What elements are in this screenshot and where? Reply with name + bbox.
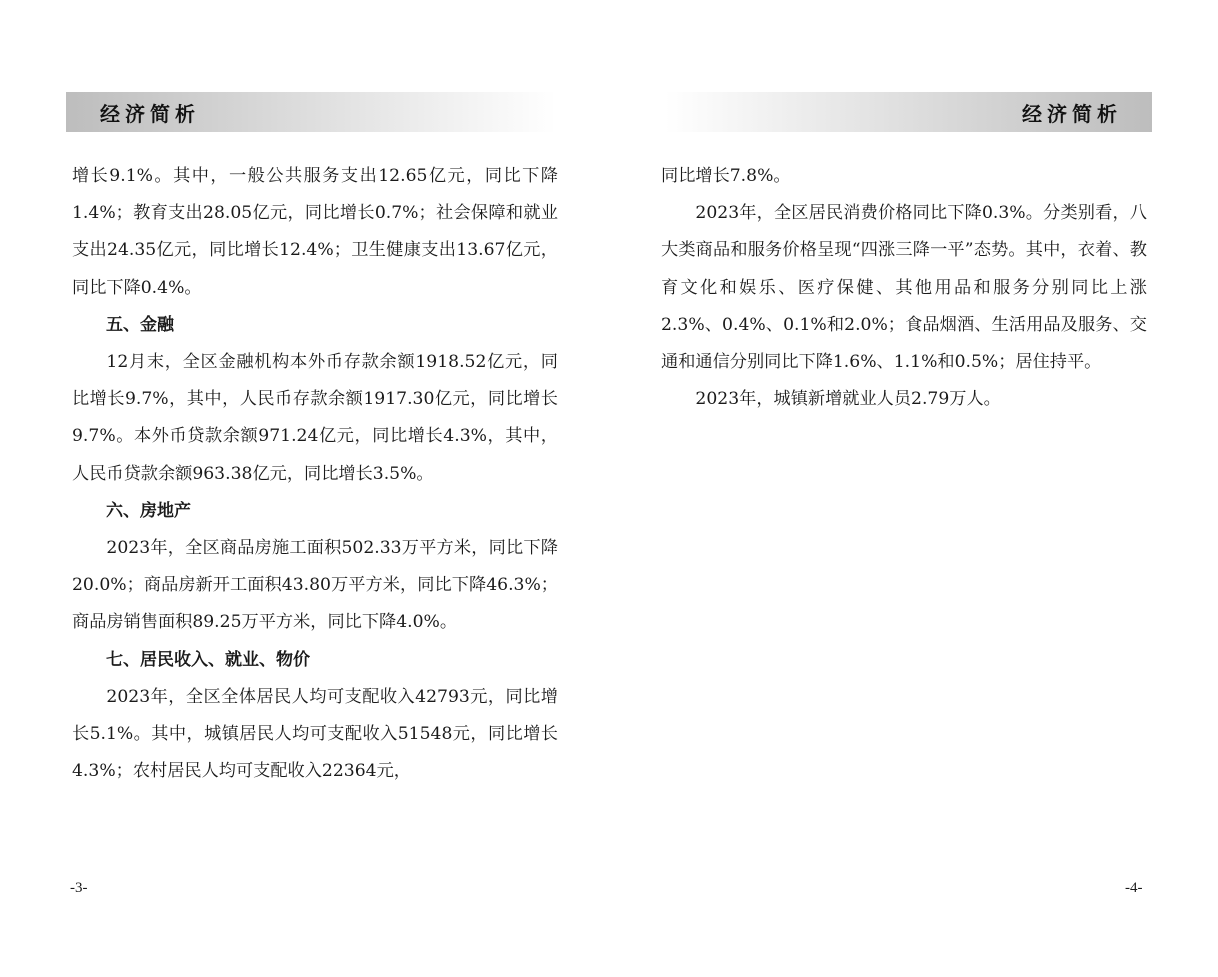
page-number: -4- xyxy=(1125,880,1143,896)
paragraph: 12月末，全区金融机构本外币存款余额1918.52亿元，同比增长9.7%，其中，人民币存款余额1917.30亿元，同比增长9.7%。本外币贷款余额971.24亿元，同比增长4.3%，其中，人民币贷款余额963.38亿元，同比增长3.5%。 xyxy=(72,352,558,484)
header-title: 经济简析 xyxy=(1022,101,1122,126)
section-heading-income: 七、居民收入、就业、物价 xyxy=(106,649,310,670)
paragraph: 2023年，全区居民消费价格同比下降0.3%。分类别看，八大类商品和服务价格呈现“四涨三降一平”态势。其中，衣着、教育文化和娱乐、医疗保健、其他用品和服务分别同比上涨2.3%、0.4%、0.1%和2.0%；食品烟酒、生活用品及服务、交通和通信分别同比下降1.6%、1.1%和0.5%；居住持平。 xyxy=(661,203,1147,373)
header-title: 经济简析 xyxy=(100,101,200,126)
section-heading-real-estate: 六、房地产 xyxy=(106,500,191,521)
paragraph: 增长9.1%。其中，一般公共服务支出12.65亿元，同比下降1.4%；教育支出28.05亿元，同比增长0.7%；社会保障和就业支出24.35亿元，同比增长12.4%；卫生健康支出13.67亿元，同比下降0.4%。 xyxy=(72,166,558,298)
page-body xyxy=(661,158,1147,418)
paragraph: 2023年，城镇新增就业人员2.79万人。 xyxy=(695,389,1001,410)
right-page xyxy=(609,0,1218,977)
paragraph: 2023年，全区全体居民人均可支配收入42793元，同比增长5.1%。其中，城镇居民人均可支配收入51548元，同比增长4.3%；农村居民人均可支配收入22364元， xyxy=(72,686,558,782)
page-number: -3- xyxy=(70,880,88,896)
header-band xyxy=(665,92,1152,132)
header-band xyxy=(66,92,556,132)
page-body xyxy=(72,158,558,790)
paragraph: 2023年，全区商品房施工面积502.33万平方米，同比下降20.0%；商品房新开工面积43.80万平方米，同比下降46.3%；商品房销售面积89.25万平方米，同比下降4.0%。 xyxy=(72,538,558,633)
section-heading-finance: 五、金融 xyxy=(106,314,174,335)
paragraph: 同比增长7.8%。 xyxy=(661,166,791,186)
